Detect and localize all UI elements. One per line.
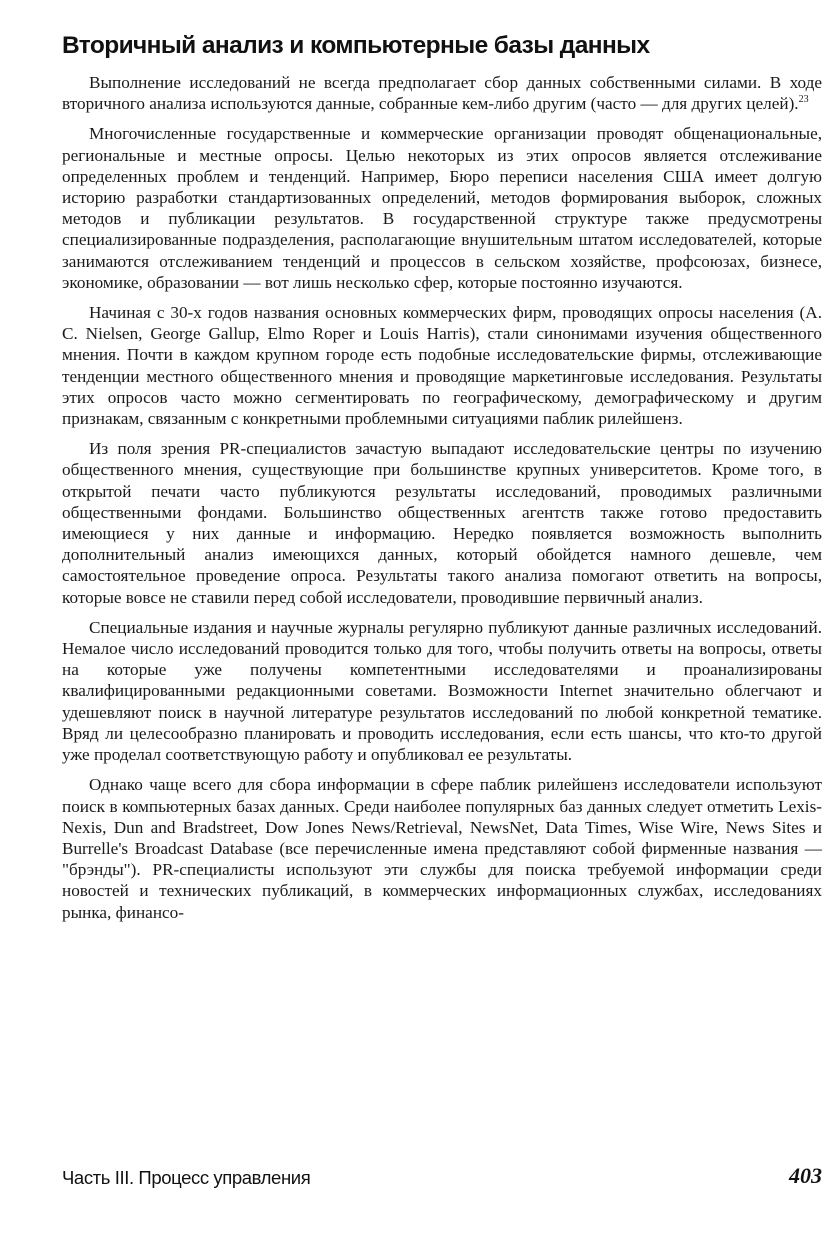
body-text	[62, 72, 822, 932]
paragraph-4: Из поля зрения PR-специалистов зачастую выпадают исследовательские центры по изучению общественного мнения, существующие при большинстве крупных университетов. Кроме того, в открытой печати часто публикуются результаты исследований, проводимых различными общественными фондами. Большинство общественных агентств также готово предоставить имеющиеся у них данные и информацию. Нередко появляется возможность выполнить дополнительный анализ имеющихся данных, который обойдется намного дешевле, чем самостоятельное проведение опроса. Результаты такого анализа помогают ответить на вопросы, которые вовсе не ставили перед собой исследователи, проводившие первичный анализ.	[62, 439, 822, 607]
paragraph-2: Многочисленные государственные и коммерческие организации проводят общенациональные, региональные и местные опросы. Целью некоторых из этих опросов является отслеживание определенных проблем и тенденций. Например, Бюро переписи населения США имеет долгую историю разработки стандартизованных определений, методов формирования выборок, сложных методов и публикации результатов. В государственной структуре также предусмотрены специализированные подразделения, располагающие внушительным штатом исследователей, которые занимаются отслеживанием тенденций и процессов в сельском хозяйстве, профсоюзах, бизнесе, экономике, образовании — вот лишь несколько сфер, которые постоянно изучаются.	[62, 124, 822, 292]
section-heading: Вторичный анализ и компьютерные базы данных	[62, 32, 650, 59]
paragraph-1	[62, 72, 822, 114]
paragraph-6: Однако чаще всего для сбора информации в сфере паблик рилейшенз исследователи используют поиск в компьютерных базах данных. Среди наиболее популярных баз данных следует отметить Lexis-Nexis, Dun and Bradstreet, Dow Jones News/Retrieval, NewsNet, Data Times, Wise Wire, News Sites и Burrelle's Broadcast Database (все перечисленные имена представляют собой фирменные названия — "брэнды"). PR-специалисты используют эти службы для поиска требуемой информации среди новостей и технических публикаций, в коммерческих информационных службах, исследованиях рынка, финансо-	[62, 775, 822, 922]
paragraph-1-text: Выполнение исследований не всегда предполагает сбор данных собственными силами. В ходе вторичного анализа используются данные, собранные кем-либо другим (часто — для других целей).	[62, 73, 822, 114]
footnote-ref: 23	[798, 94, 809, 106]
paragraph-3: Начиная с 30-х годов названия основных коммерческих фирм, проводящих опросы населения (A. C. Nielsen, George Gallup, Elmo Roper и Louis Harris), стали синонимами изучения общественного мнения. Почти в каждом крупном городе есть подобные исследовательские фирмы, отслеживающие тенденции местного общественного мнения и проводящие маркетинговые исследования. Результаты этих опросов часто можно сегментировать по географическому, демографическому и другим признакам, связанным с конкретными проблемными ситуациями паблик рилейшенз.	[62, 303, 822, 429]
running-footer-section: Часть III. Процесс управления	[62, 1167, 311, 1188]
page-number: 403	[789, 1163, 822, 1188]
paragraph-5: Специальные издания и научные журналы регулярно публикуют данные различных исследований. Немалое число исследований проводится только для того, чтобы получить ответы на вопросы, ответы на которые уже получены компетентными исследователями и проанализированы квалифицированными редакционными советами. Возможности Internet значительно облегчают и удешевляют поиск в научной литературе результатов исследований по любой конкретной тематике. Вряд ли целесообразно планировать и проводить исследования, если есть шансы, что кто-то другой уже проделал соответствующую работу и опубликовал ее результаты.	[62, 617, 822, 765]
